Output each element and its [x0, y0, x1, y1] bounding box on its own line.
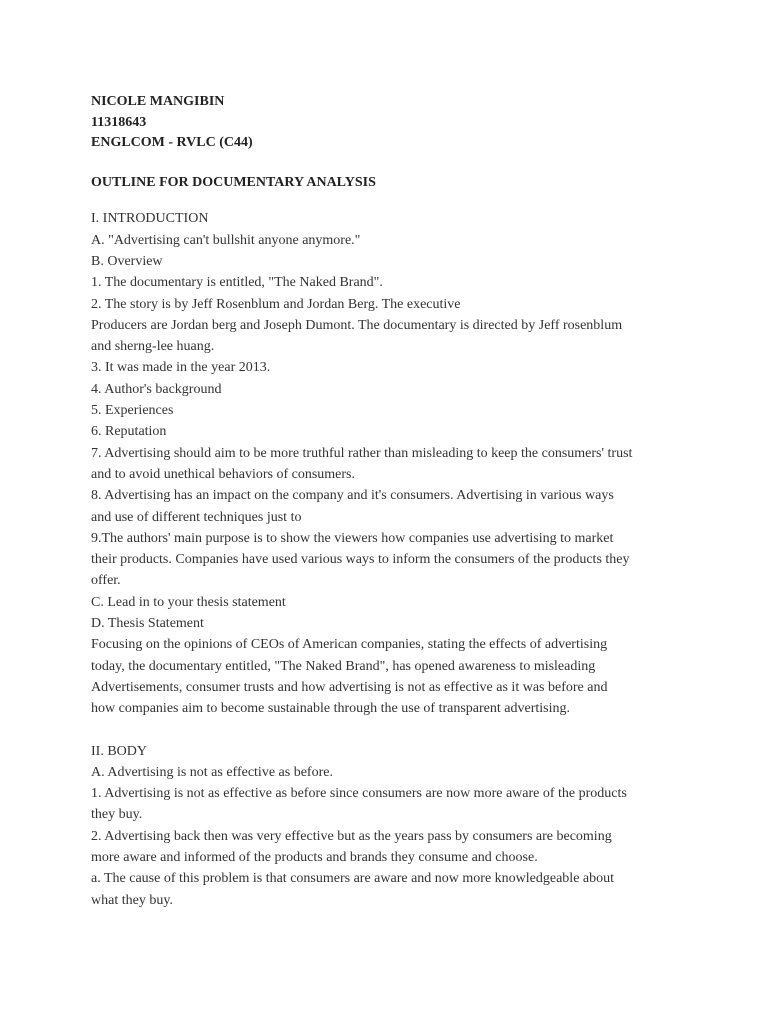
- outline-line: 1. Advertising is not as effective as before since consumers are now more aware of the products: [91, 786, 627, 802]
- student-name: NICOLE MANGIBIN: [91, 94, 225, 109]
- outline-line: 7. Advertising should aim to be more truthful rather than misleading to keep the consumers' trust: [91, 445, 633, 461]
- section-heading: I. INTRODUCTION: [91, 211, 209, 227]
- outline-line: and use of different techniques just to: [91, 509, 302, 525]
- outline-line: 9.The authors' main purpose is to show the viewers how companies use advertising to market: [91, 530, 614, 546]
- document-title: OUTLINE FOR DOCUMENTARY ANALYSIS: [91, 174, 376, 190]
- course-code: ENGLCOM - RVLC (C44): [91, 135, 253, 151]
- outline-line: 8. Advertising has an impact on the company and it's consumers. Advertising in various ways: [91, 488, 614, 504]
- outline-line: A. "Advertising can't bullshit anyone anymore.": [91, 232, 361, 248]
- outline-line: 1. The documentary is entitled, "The Naked Brand".: [91, 275, 383, 291]
- outline-line: A. Advertising is not as effective as before.: [91, 764, 333, 780]
- outline-line: their products. Companies have used various ways to inform the consumers of the products they: [91, 552, 630, 568]
- outline-line: offer.: [91, 573, 121, 589]
- outline-line: C. Lead in to your thesis statement: [91, 594, 286, 610]
- outline-line: they buy.: [91, 807, 143, 823]
- outline-line: what they buy.: [91, 892, 173, 908]
- introduction-section: [91, 208, 691, 719]
- outline-line: today, the documentary entitled, "The Naked Brand", has opened awareness to misleading: [91, 658, 596, 674]
- outline-line: 2. The story is by Jeff Rosenblum and Jordan Berg. The executive: [91, 296, 461, 312]
- outline-line: Producers are Jordan berg and Joseph Dumont. The documentary is directed by Jeff rosenblum: [91, 317, 623, 333]
- outline-line: a. The cause of this problem is that consumers are aware and now more knowledgeable about: [91, 871, 615, 887]
- outline-line: and to avoid unethical behaviors of consumers.: [91, 466, 355, 482]
- outline-line: B. Overview: [91, 253, 163, 269]
- outline-line: D. Thesis Statement: [91, 616, 204, 632]
- outline-line: 2. Advertising back then was very effective but as the years pass by consumers are becoming: [91, 828, 612, 844]
- outline-line: 3. It was made in the year 2013.: [91, 360, 271, 376]
- outline-line: 4. Author's background: [91, 381, 222, 397]
- outline-line: 5. Experiences: [91, 403, 174, 419]
- student-id: 11318643: [91, 114, 147, 130]
- document-content: [91, 92, 691, 911]
- body-section: [91, 741, 691, 911]
- outline-line: and sherng-lee huang.: [91, 339, 215, 355]
- outline-line: more aware and informed of the products and brands they consume and choose.: [91, 849, 538, 865]
- section-heading: II. BODY: [91, 743, 147, 759]
- outline-line: 6. Reputation: [91, 424, 167, 440]
- outline-line: Focusing on the opinions of CEOs of American companies, stating the effects of advertising: [91, 637, 608, 653]
- outline-line: how companies aim to become sustainable through the use of transparent advertising.: [91, 701, 570, 717]
- outline-line: Advertisements, consumer trusts and how advertising is not as effective as it was before and: [91, 679, 608, 695]
